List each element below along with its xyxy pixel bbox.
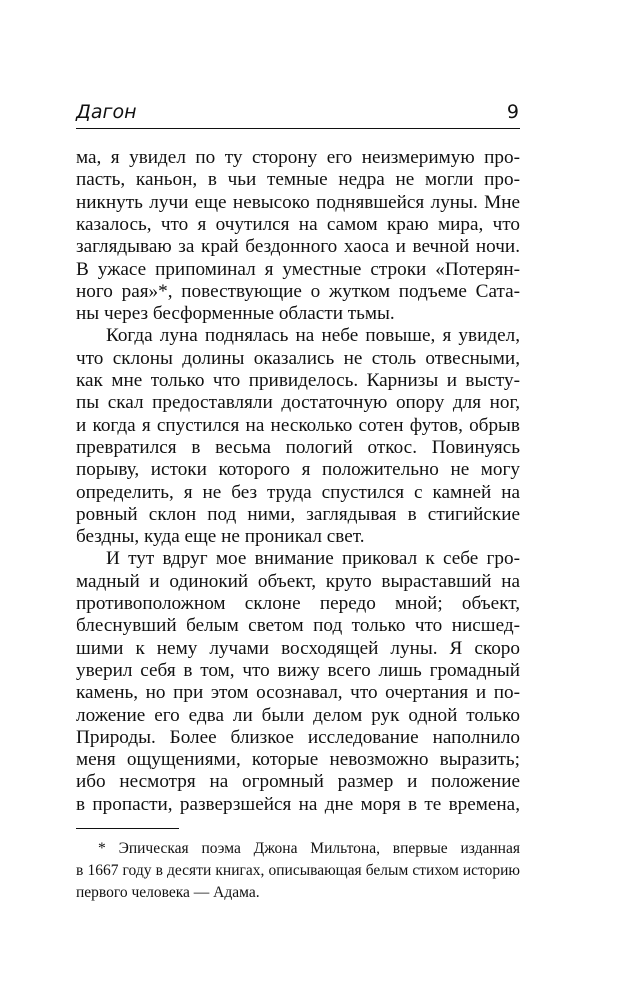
text-line: ны через бесформенные области тьмы. <box>76 303 395 325</box>
text-line: что склоны долины оказались не столь отвесными, <box>76 347 520 369</box>
text-line: И тут вдруг мое внимание приковал к себе гро- <box>106 548 520 570</box>
text-line: заглядываю за край бездонного хаоса и вечной ночи. <box>76 236 520 258</box>
text-line: ма, я увидел по ту сторону его неизмеримую про- <box>76 147 520 168</box>
text-line: меня ощущениями, которые невозможно выразить; <box>76 749 520 771</box>
text-line: мадный и одинокий объект, круто выраставший на <box>76 570 520 592</box>
text-line: в пропасти, разверзшейся на дне моря в те времена, <box>76 793 520 815</box>
text-line: блеснувший белым светом под только что нисшед- <box>76 615 520 637</box>
text-line: пы скал предоставляли достаточную опору для ног, <box>76 392 520 414</box>
footnote-line: первого человека — Адама. <box>76 884 260 901</box>
header-rule <box>76 128 520 129</box>
text-line: порыву, истоки которого я положительно не могу <box>76 459 520 481</box>
text-line: бездны, куда еще не проникал свет. <box>76 526 365 548</box>
text-line: как мне только что привиделось. Карнизы и высту- <box>76 370 520 391</box>
page-number: 9 <box>506 101 519 123</box>
text-line: ного рая»*, повествующие о жутком подъеме Сата- <box>76 280 520 302</box>
text-line: камень, но при этом осознавал, что очертания и по- <box>76 682 520 704</box>
text-line: В ужасе припоминал я уместные строки «Потерян- <box>76 258 520 280</box>
footnote-rule <box>76 828 179 829</box>
text-line: уверил себя в том, что вижу всего лишь громадный <box>76 659 520 681</box>
text-line: превратился в весьма пологий откос. Повинуясь <box>76 436 520 458</box>
text-line: ибо несмотря на огромный размер и положение <box>76 771 520 793</box>
text-line: никнуть лучи еще невысоко поднявшейся луны. Мне <box>76 191 520 213</box>
footnote-line: * Эпическая поэма Джона Мильтона, впервые изданная <box>98 840 520 857</box>
text-line: противоположном склоне передо мной; объект, <box>76 593 520 614</box>
text-line: пасть, каньон, в чьи темные недра не могли про- <box>76 169 520 191</box>
text-line: ложение его едва ли были делом рук одной только <box>76 704 520 726</box>
text-line: ровный склон под ними, заглядывая в стигийские <box>76 503 520 525</box>
footnote-line: в 1667 году в десяти книгах, описывающая белым стихом историю <box>76 862 520 879</box>
text-line: Природы. Более близкое исследование наполнило <box>76 726 520 748</box>
text-line: шими к нему лучами восходящей луны. Я скоро <box>76 637 520 659</box>
text-line: определить, я не без труда спустился с камней на <box>76 481 520 503</box>
text-line: казалось, что я очутился на самом краю мира, что <box>76 213 520 235</box>
text-line: и когда я спустился на несколько сотен футов, обрыв <box>76 414 520 436</box>
chapter-title: Дагон <box>76 101 137 123</box>
text-line: Когда луна поднялась на небе повыше, я увидел, <box>106 325 520 347</box>
